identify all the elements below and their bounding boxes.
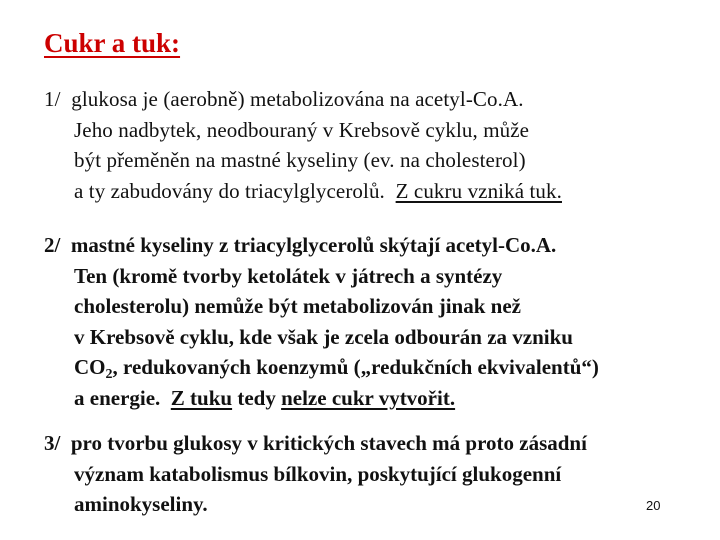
paragraph-1 <box>44 84 562 206</box>
paragraph-2-line-2: Ten (kromě tvorby ketolátek v játrech a syntézy <box>74 263 503 288</box>
paragraph-3-line-1 <box>44 428 587 459</box>
paragraph-3-line-2: význam katabolismus bílkovin, poskytující glukogenní <box>74 461 562 486</box>
paragraph-2-number: 2/ <box>44 233 61 257</box>
paragraph-3-number: 3/ <box>44 431 61 455</box>
paragraph-1-text-4: a ty zabudovány do triacylglycerolů. <box>74 178 385 203</box>
paragraph-2-text-1: mastné kyseliny z triacylglycerolů skýtají acetyl-Co.A. <box>70 233 557 257</box>
paragraph-2-line-1 <box>44 230 599 261</box>
paragraph-3 <box>44 428 587 520</box>
paragraph-2-text-5: , redukovaných koenzymů („redukčních ekvivalentů“) <box>112 355 599 379</box>
from-fat-phrase: Z tuku <box>170 385 233 410</box>
paragraph-2-line-6 <box>44 383 599 414</box>
paragraph-1-line-1 <box>44 84 562 115</box>
paragraph-2-line-4: v Krebsově cyklu, kde však je zcela odbourán za vzniku <box>74 324 573 349</box>
paragraph-3-text-1: pro tvorbu glukosy v kritických stavech má proto zásadní <box>70 431 587 455</box>
page-number: 20 <box>646 498 661 513</box>
paragraph-1-number: 1/ <box>44 87 61 111</box>
paragraph-3-line-3: aminokyseliny. <box>74 492 208 516</box>
paragraph-2-line-5 <box>44 352 599 383</box>
conclusion-fat-not-to-sugar: nelze cukr vytvořit. <box>281 385 456 410</box>
conclusion-sugar-to-fat: Z cukru vzniká tuk. <box>395 178 562 203</box>
paragraph-2-text-6: a energie. <box>74 385 161 410</box>
slide-title: Cukr a tuk: <box>44 28 181 58</box>
co2-subscript: 2 <box>105 367 113 382</box>
paragraph-2-line-3: cholesterolu) nemůže být metabolizován jinak než <box>74 294 521 318</box>
paragraph-2 <box>44 230 599 413</box>
paragraph-1-line-3: být přeměněn na mastné kyseliny (ev. na cholesterol) <box>74 148 526 172</box>
paragraph-1-line-2: Jeho nadbytek, neodbouraný v Krebsově cyklu, může <box>74 117 530 142</box>
thus-word: tedy <box>237 385 276 410</box>
paragraph-1-line-4 <box>44 176 562 207</box>
co2-formula: CO <box>74 355 106 379</box>
paragraph-1-text-1: glukosa je (aerobně) metabolizována na acetyl-Co.A. <box>71 87 524 111</box>
